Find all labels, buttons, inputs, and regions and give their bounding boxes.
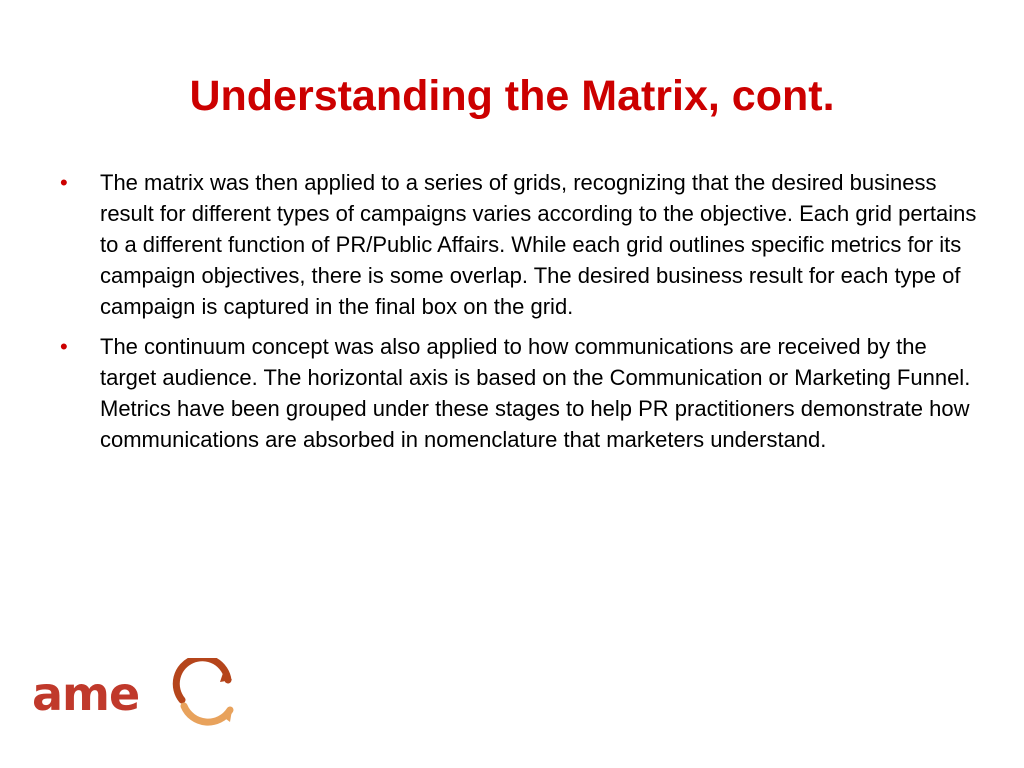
logo-wordmark: ame — [32, 667, 140, 721]
amec-logo — [32, 658, 242, 730]
slide-title: Understanding the Matrix, cont. — [189, 72, 835, 120]
bullet-text: The matrix was then applied to a series of grids, recognizing that the desired business result for different types of campaigns varies according to the objective. Each grid pertains to a different function of PR/Public Affairs. While each grid outlines specific metrics for its campaign objectives, there is some overlap. The desired business result for each type of campaign is captured in the final box on the grid. — [100, 170, 977, 319]
bullet-list — [58, 167, 978, 464]
logo-swoosh-bottom — [184, 706, 230, 722]
logo-swoosh-top — [176, 658, 228, 700]
bullet-text: The continuum concept was also applied to how communications are received by the target audience. The horizontal axis is based on the Communication or Marketing Funnel. Metrics have been grouped under these stages to help PR practitioners demonstrate how communications are absorbed in nomenclature that marketers understand. — [100, 334, 971, 452]
bullet-item-2 — [58, 331, 978, 455]
bullet-item-1 — [58, 167, 978, 322]
bullet-marker: • — [60, 170, 68, 195]
bullet-marker: • — [60, 334, 68, 359]
amec-logo-icon — [32, 658, 242, 730]
